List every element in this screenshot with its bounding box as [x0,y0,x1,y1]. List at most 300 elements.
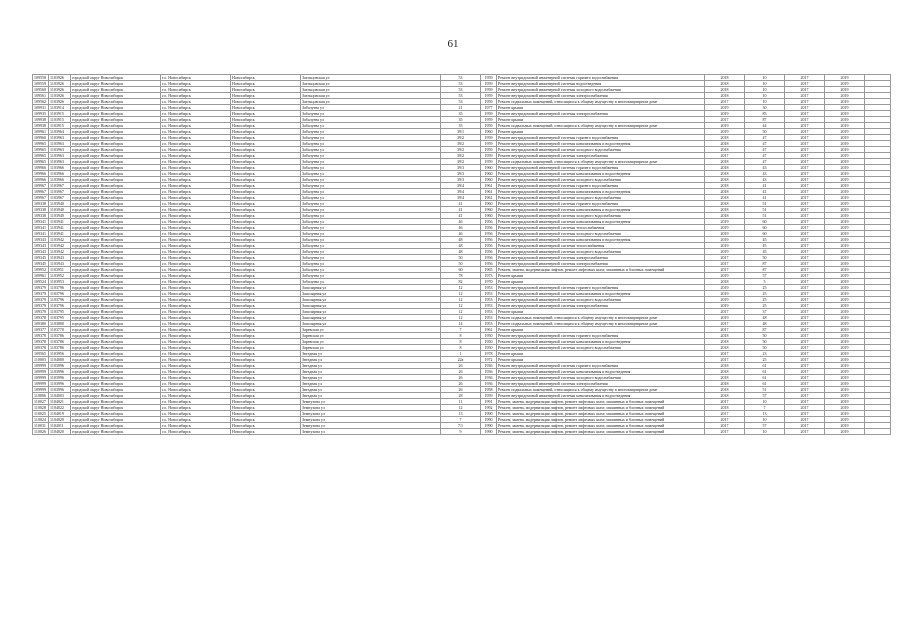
cell-work: Ремонт внутридомовой инженерной системы холодного водоснабжения [497,249,705,255]
cell-id: 110025 [33,411,49,417]
cell-street: Забалуева ул [301,207,441,213]
cell-start-year: 2017 [785,345,825,351]
cell-code: 1103941 [49,231,71,237]
cell-city: г.о. Новосибирск [161,333,231,339]
cell-city: г.о. Новосибирск [161,417,231,423]
cell-start-year: 2017 [785,99,825,105]
cell-city: г.о. Новосибирск [161,99,231,105]
cell-id: 110027 [33,399,49,405]
cell-city: г.о. Новосибирск [161,429,231,435]
cell-house: 39/2 [441,135,481,141]
cell-house: 35 [441,117,481,123]
cell-year: 1956 [481,261,497,267]
cell-id: 109341 [33,231,49,237]
cell-plan-year: 2018 [705,189,745,195]
cell-year: 1956 [481,255,497,261]
cell-end-year: 2019 [825,129,865,135]
cell-value: 10 [745,417,785,423]
cell-start-year: 2017 [785,249,825,255]
cell-end-year: 2019 [825,231,865,237]
cell-plan-year: 2018 [705,207,745,213]
cell-value: 61 [745,375,785,381]
cell-house: 46 [441,225,481,231]
cell-code: 1103940 [49,213,71,219]
cell-street: Заполярная ул [301,321,441,327]
cell-plan-year: 2018 [705,93,745,99]
cell-start-year: 2017 [785,135,825,141]
cell-plan-year: 2018 [705,147,745,153]
cell-year: 1956 [481,249,497,255]
cell-plan-year: 2019 [705,249,745,255]
cell-street: Забалуева ул [301,231,441,237]
cell-year: 1956 [481,231,497,237]
cell-work: Ремонт подвальных помещений, относящихся к общему имуществу в многоквартирном доме [497,99,705,105]
cell-id: 109999 [33,387,49,393]
cell-plan-year: 2017 [705,153,745,159]
cell-house: 7/1 [441,423,481,429]
cell-year: 1961 [481,327,497,333]
cell-code: 1103800 [49,321,71,327]
cell-locality: Новосибирск [231,309,301,315]
cell-id: 109999 [33,381,49,387]
cell-work: Ремонт внутридомовой инженерной системы канализования и водоотведения [497,141,705,147]
cell-start-year: 2017 [785,291,825,297]
cell-house: 12 [441,285,481,291]
cell-plan-year: 2019 [705,237,745,243]
cell-district: городской округ Новосибирск [71,261,161,267]
cell-house: 41 [441,213,481,219]
cell-district: городской округ Новосибирск [71,327,161,333]
cell-end-year: 2019 [825,159,865,165]
cell-value: 10 [745,93,785,99]
cell-district: городской округ Новосибирск [71,369,161,375]
cell-year: 1991 [481,399,497,405]
cell-end-year: 2019 [825,75,865,81]
cell-work: Ремонт внутридомовой инженерной системы электроснабжения [497,153,705,159]
cell-city: г.о. Новосибирск [161,309,231,315]
cell-work: Ремонт внутридомовой инженерной системы электроснабжения [497,111,705,117]
cell-id: 109559 [33,81,49,87]
cell-code: 1103796 [49,297,71,303]
cell-locality: Новосибирск [231,333,301,339]
cell-value: 7 [745,405,785,411]
cell-city: г.о. Новосибирск [161,327,231,333]
cell-city: г.о. Новосибирск [161,369,231,375]
cell-locality: Новосибирск [231,303,301,309]
cell-plan-year: 2017 [705,399,745,405]
cell-street: Заполярная ул [301,315,441,321]
cell-start-year: 2017 [785,141,825,147]
cell-code: 1103943 [49,261,71,267]
cell-value: 41 [745,195,785,201]
cell-value: 10 [745,429,785,435]
cell-locality: Новосибирск [231,255,301,261]
cell-street: Заревская ул [301,327,441,333]
cell-code: 1103996 [49,375,71,381]
cell-year: 1956 [481,243,497,249]
cell-district: городской округ Новосибирск [71,231,161,237]
cell-city: г.о. Новосибирск [161,171,231,177]
cell-id: 109961 [33,273,49,279]
cell-start-year: 2017 [785,315,825,321]
cell-house: 7 [441,417,481,423]
cell-year: 1953 [481,321,497,327]
cell-street: Забалуева ул [301,213,441,219]
cell-start-year: 2017 [785,363,825,369]
cell-end-year: 2019 [825,189,865,195]
cell-end-year: 2019 [825,111,865,117]
cell-house: 53 [441,87,481,93]
cell-plan-year: 2019 [705,219,745,225]
cell-locality: Новосибирск [231,405,301,411]
cell-house: 12 [441,303,481,309]
cell-work: Ремонт внутридомовой инженерной системы канализования и водоотведения [497,207,705,213]
cell-start-year: 2017 [785,171,825,177]
cell-end-year: 2019 [825,171,865,177]
cell-work: Ремонт внутридомовой инженерной системы горячего водоснабжения [497,75,705,81]
cell-district: городской округ Новосибирск [71,87,161,93]
cell-start-year: 2017 [785,297,825,303]
cell-end-year: 2019 [825,333,865,339]
cell-house: 46 [441,231,481,237]
cell-house: 39/2 [441,159,481,165]
cell-id: 109343 [33,237,49,243]
cell-house: 12 [441,405,481,411]
cell-city: г.о. Новосибирск [161,159,231,165]
cell-work: Ремонт внутридомовой инженерной системы теплоснабжения [497,225,705,231]
cell-street: Забалуева ул [301,153,441,159]
cell-district: городской округ Новосибирск [71,381,161,387]
cell-value: 57 [745,393,785,399]
cell-locality: Новосибирск [231,327,301,333]
cell-value: 61 [745,369,785,375]
cell-code: 1103941 [49,219,71,225]
cell-code: 1103953 [49,279,71,285]
cell-start-year: 2017 [785,159,825,165]
cell-start-year: 2017 [785,393,825,399]
cell-work: Ремонт внутридомовой инженерной системы горячего водоснабжения [497,165,705,171]
cell-district: городской округ Новосибирск [71,339,161,345]
cell-house: 82 [441,279,481,285]
cell-city: г.о. Новосибирск [161,111,231,117]
cell-year: 1961 [481,183,497,189]
cell-work: Ремонт внутридомовой инженерной системы электроснабжения [497,381,705,387]
cell-locality: Новосибирск [231,267,301,273]
cell-end-year: 2019 [825,261,865,267]
cell-id: 109967 [33,189,49,195]
cell-locality: Новосибирск [231,279,301,285]
cell-code: 1103796 [49,303,71,309]
cell-house: 48 [441,237,481,243]
cell-code: 1103786 [49,339,71,345]
cell-district: городской округ Новосибирск [71,405,161,411]
cell-house: 8 [441,333,481,339]
cell-city: г.о. Новосибирск [161,177,231,183]
cell-district: городской округ Новосибирск [71,219,161,225]
cell-start-year: 2017 [785,303,825,309]
cell-street: Забалуева ул [301,273,441,279]
cell-locality: Новосибирск [231,297,301,303]
cell-locality: Новосибирск [231,363,301,369]
page-number: 61 [447,38,459,50]
cell-start-year: 2017 [785,75,825,81]
cell-blank [865,429,891,435]
cell-end-year: 2019 [825,285,865,291]
cell-plan-year: 2018 [705,183,745,189]
cell-street: Заельцовская ул [301,93,441,99]
cell-year: 1960 [481,177,497,183]
cell-plan-year: 2019 [705,129,745,135]
cell-house: 48 [441,243,481,249]
cell-value: 10 [745,99,785,105]
cell-value: 47 [745,147,785,153]
cell-district: городской округ Новосибирск [71,213,161,219]
cell-year: 1990 [481,411,497,417]
cell-city: г.о. Новосибирск [161,261,231,267]
cell-house: 39/3 [441,171,481,177]
cell-city: г.о. Новосибирск [161,129,231,135]
cell-locality: Новосибирск [231,117,301,123]
cell-house: 53 [441,75,481,81]
cell-plan-year: 2018 [705,141,745,147]
cell-street: Заревская ул [301,333,441,339]
cell-street: Забалуева ул [301,201,441,207]
cell-city: г.о. Новосибирск [161,87,231,93]
cell-id: 109938 [33,123,49,129]
cell-work: Ремонт внутридомовой инженерной системы горячего водоснабжения [497,183,705,189]
cell-street: Земнухова ул [301,423,441,429]
cell-locality: Новосибирск [231,99,301,105]
cell-plan-year: 2018 [705,201,745,207]
cell-work: Ремонт крыши [497,117,705,123]
cell-house: 39/3 [441,165,481,171]
cell-work: Ремонт внутридомовой инженерной системы горячего водоснабжения [497,135,705,141]
cell-value: 10 [745,81,785,87]
cell-locality: Новосибирск [231,423,301,429]
cell-id: 109558 [33,75,49,81]
cell-house: 1 [441,351,481,357]
cell-work: Ремонт внутридомовой инженерной системы водоотведения [497,81,705,87]
cell-start-year: 2017 [785,309,825,315]
cell-value: 25 [745,303,785,309]
cell-work: Ремонт внутридомовой инженерной системы холодного водоснабжения [497,297,705,303]
cell-district: городской округ Новосибирск [71,153,161,159]
cell-end-year: 2019 [825,135,865,141]
cell-locality: Новосибирск [231,399,301,405]
cell-locality: Новосибирск [231,339,301,345]
cell-house: 26 [441,375,481,381]
cell-district: городской округ Новосибирск [71,189,161,195]
cell-street: Забалуева ул [301,171,441,177]
cell-id: 109931 [33,105,49,111]
cell-end-year: 2019 [825,351,865,357]
cell-start-year: 2017 [785,327,825,333]
cell-value: 41 [745,183,785,189]
cell-street: Забалуева ул [301,219,441,225]
cell-district: городской округ Новосибирск [71,111,161,117]
cell-start-year: 2017 [785,243,825,249]
cell-locality: Новосибирск [231,351,301,357]
cell-district: городской округ Новосибирск [71,249,161,255]
cell-locality: Новосибирск [231,195,301,201]
cell-code: 1103952 [49,273,71,279]
cell-start-year: 2017 [785,273,825,279]
cell-value: 44 [745,123,785,129]
cell-id: 109379 [33,291,49,297]
cell-work: Ремонт крыши [497,105,705,111]
cell-year: 1959 [481,81,497,87]
cell-locality: Новосибирск [231,165,301,171]
cell-city: г.о. Новосибирск [161,423,231,429]
cell-street: Заполярная ул [301,285,441,291]
cell-district: городской округ Новосибирск [71,375,161,381]
cell-street: Забалуева ул [301,189,441,195]
cell-start-year: 2017 [785,399,825,405]
cell-street: Заельцовская ул [301,87,441,93]
cell-city: г.о. Новосибирск [161,81,231,87]
cell-end-year: 2019 [825,153,865,159]
cell-locality: Новосибирск [231,141,301,147]
cell-value: 50 [745,345,785,351]
cell-code: 1103963 [49,147,71,153]
cell-value: 45 [745,243,785,249]
cell-year: 1973 [481,273,497,279]
cell-house: 7 [441,327,481,333]
cell-end-year: 2019 [825,99,865,105]
cell-district: городской округ Новосибирск [71,147,161,153]
cell-street: Заполярная ул [301,309,441,315]
cell-id: 109966 [33,177,49,183]
cell-value: 43 [745,177,785,183]
cell-work: Ремонт, замена, модернизация лифтов, ремонт лифтовых шахт, машинных и блочных помещений [497,399,705,405]
cell-end-year: 2019 [825,399,865,405]
cell-locality: Новосибирск [231,129,301,135]
cell-value: 50 [745,339,785,345]
cell-value: 43 [745,165,785,171]
cell-end-year: 2019 [825,387,865,393]
cell-locality: Новосибирск [231,321,301,327]
cell-start-year: 2017 [785,147,825,153]
cell-end-year: 2019 [825,303,865,309]
cell-start-year: 2017 [785,255,825,261]
cell-value: 10 [745,399,785,405]
cell-street: Земнухова ул [301,417,441,423]
cell-street: Звездная ул [301,351,441,357]
cell-district: городской округ Новосибирск [71,123,161,129]
cell-city: г.о. Новосибирск [161,267,231,273]
cell-year: 1960 [481,165,497,171]
cell-street: Забалуева ул [301,195,441,201]
cell-code: 1103914 [49,105,71,111]
cell-value: 13 [745,411,785,417]
cell-street: Забалуева ул [301,243,441,249]
cell-street: Земнухова ул [301,405,441,411]
cell-year: 1959 [481,147,497,153]
cell-id: 109965 [33,141,49,147]
cell-work: Ремонт внутридомовой инженерной системы горячего водоснабжения [497,285,705,291]
cell-end-year: 2019 [825,327,865,333]
cell-year: 1959 [481,75,497,81]
cell-year: 1959 [481,117,497,123]
cell-id: 109343 [33,249,49,255]
cell-locality: Новосибирск [231,375,301,381]
cell-district: городской округ Новосибирск [71,387,161,393]
cell-end-year: 2019 [825,339,865,345]
cell-district: городской округ Новосибирск [71,399,161,405]
cell-id: 109560 [33,87,49,93]
cell-code: 1103967 [49,195,71,201]
cell-code: 1103940 [49,207,71,213]
cell-end-year: 2019 [825,411,865,417]
cell-street: Забалуева ул [301,105,441,111]
cell-end-year: 2019 [825,219,865,225]
cell-code: 1103796 [49,285,71,291]
cell-district: городской округ Новосибирск [71,309,161,315]
cell-start-year: 2017 [785,351,825,357]
cell-id: 110031 [33,423,49,429]
cell-id: 109379 [33,303,49,309]
cell-street: Забалуева ул [301,147,441,153]
cell-street: Заполярная ул [301,291,441,297]
cell-plan-year: 2017 [705,423,745,429]
cell-value: 25 [745,291,785,297]
cell-district: городской округ Новосибирск [71,135,161,141]
cell-plan-year: 2019 [705,111,745,117]
cell-value: 50 [745,255,785,261]
cell-work: Ремонт внутридомовой инженерной системы канализования и водоотведения [497,369,705,375]
cell-locality: Новосибирск [231,243,301,249]
cell-end-year: 2019 [825,117,865,123]
cell-id: 109999 [33,363,49,369]
cell-street: Звездная ул [301,369,441,375]
cell-house: 8 [441,345,481,351]
cell-value: 50 [745,333,785,339]
cell-work: Ремонт, замена, модернизация лифтов, ремонт лифтовых шахт, машинных и блочных помещений [497,423,705,429]
cell-street: Заревская ул [301,345,441,351]
cell-district: городской округ Новосибирск [71,393,161,399]
cell-value: 61 [745,381,785,387]
cell-plan-year: 2019 [705,285,745,291]
cell-city: г.о. Новосибирск [161,183,231,189]
cell-city: г.о. Новосибирск [161,93,231,99]
cell-end-year: 2019 [825,393,865,399]
cell-id: 109341 [33,219,49,225]
cell-year: 1959 [481,123,497,129]
cell-code: 1103796 [49,291,71,297]
cell-code: 1104003 [49,393,71,399]
cell-street: Звездная ул [301,375,441,381]
cell-end-year: 2019 [825,279,865,285]
cell-locality: Новосибирск [231,387,301,393]
cell-end-year: 2019 [825,423,865,429]
cell-district: городской округ Новосибирск [71,357,161,363]
cell-value: 25 [745,285,785,291]
cell-year: 1958 [481,387,497,393]
cell-city: г.о. Новосибирск [161,255,231,261]
cell-start-year: 2017 [785,165,825,171]
cell-house: 22а [441,357,481,363]
cell-city: г.о. Новосибирск [161,351,231,357]
cell-plan-year: 2018 [705,213,745,219]
cell-house: 50 [441,261,481,267]
cell-city: г.о. Новосибирск [161,213,231,219]
cell-district: городской округ Новосибирск [71,429,161,435]
cell-city: г.о. Новосибирск [161,195,231,201]
cell-year: 1961 [481,189,497,195]
cell-plan-year: 2017 [705,357,745,363]
cell-end-year: 2019 [825,291,865,297]
cell-work: Ремонт внутридомовой инженерной системы канализования и водоотведения [497,237,705,243]
